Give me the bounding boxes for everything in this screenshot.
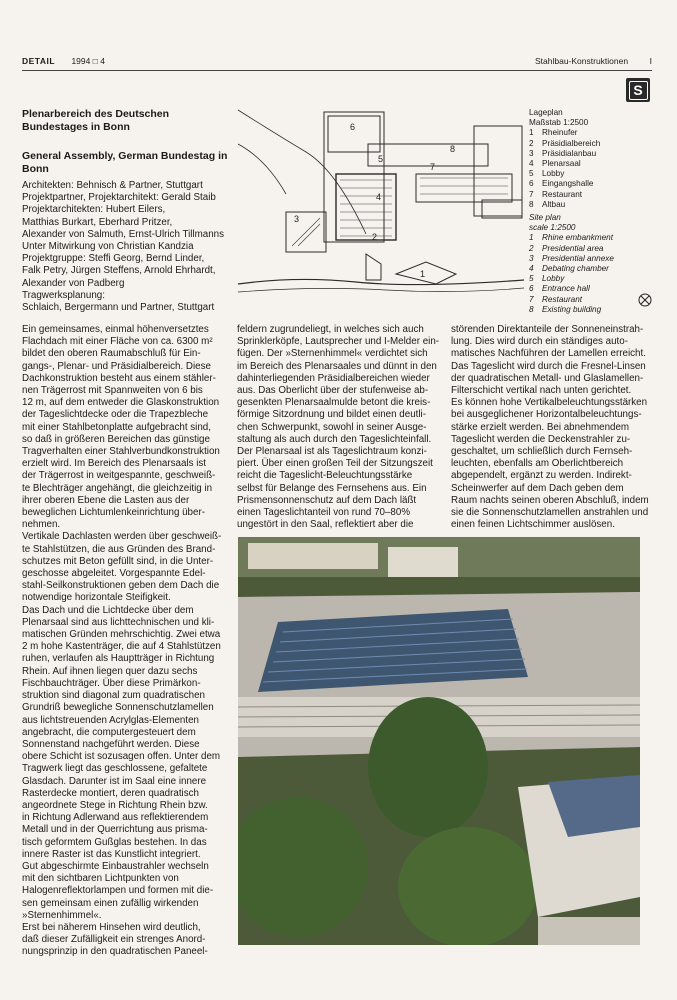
text-line: nehmen. xyxy=(22,519,61,531)
text-line: nen Trägerrost mit Spannweiten von 6 bis xyxy=(22,385,203,397)
text-line: ungestört in den Saal, reflektiert aber die xyxy=(237,519,414,531)
text-line: ihrer oberen Ebene die Lasten aus der xyxy=(22,494,190,506)
text-line: reicht die Tageslicht-Beleuchtungsstärke xyxy=(237,470,413,482)
text-line: erzielt wird. Im Bereich des Plenarsaals ist xyxy=(22,458,207,470)
text-line: in Richtung Adlerwand aus reflektierendem xyxy=(22,812,209,824)
text-line: angebracht, die computergesteuert dem xyxy=(22,726,196,738)
legend-item xyxy=(529,274,647,284)
legend-text: Restaurant xyxy=(542,294,583,304)
text-line: bildet den oberen Raumabschluß für Ein- xyxy=(22,348,201,360)
text-line: staltung als auch durch den Tageslichteinfall. xyxy=(237,433,432,445)
legend-item xyxy=(529,179,647,189)
legend-item xyxy=(529,233,647,243)
text-line: matischen Gründen mehrschichtig. Zwei etwa xyxy=(22,629,221,641)
text-line: einen Tageslichtanteil von rund 70–80% xyxy=(237,507,411,519)
text-line: tisch geformtem Gußglas bestehen. In das xyxy=(22,836,207,848)
legend-title-en: Site plan xyxy=(529,213,561,223)
credits-block xyxy=(22,180,234,314)
section-badge xyxy=(626,78,650,102)
text-line: gangs-, Plenar- und Präsidialbereich. Diese xyxy=(22,360,211,372)
text-line: mit einer Stahlbetonplatte aufgebracht sind, xyxy=(22,421,211,433)
legend-text: Präsidialbereich xyxy=(542,138,601,148)
legend-number: 7 xyxy=(529,294,534,304)
legend-item xyxy=(529,295,647,305)
text-line: daß dieser Zufälligkeit ein strenges Anord- xyxy=(22,934,206,946)
text-line: te Stahlstützen, die aus Gründen des Brand- xyxy=(22,543,216,555)
text-line: der quadratischen Metall- und Glaslamellen- xyxy=(451,372,644,384)
credit-line: Alexander von Padberg xyxy=(22,277,125,289)
legend-item xyxy=(529,139,647,149)
text-line: Metall und in der Querrichtung aus prisma- xyxy=(22,824,208,836)
plan-label-8: 8 xyxy=(450,144,456,154)
legend-number: 4 xyxy=(529,159,534,169)
credit-line: Unter Mitwirkung von Christian Kandzia xyxy=(22,241,194,253)
legend-number: 2 xyxy=(529,138,534,148)
legend-text: Presidential area xyxy=(542,243,604,253)
legend-text: Rheinufer xyxy=(542,128,578,138)
legend-item xyxy=(529,128,647,138)
text-line: Glasdach. Darunter ist im Saal eine innere xyxy=(22,775,207,787)
legend-number: 8 xyxy=(529,304,534,314)
text-line: ruhen, verlaufen als Hauptträger in Richtung xyxy=(22,653,215,665)
text-line: notwendige horizontale Steifigkeit. xyxy=(22,592,171,604)
legend-item xyxy=(529,190,647,200)
text-line: Prismensonnenschutz auf dem Dach läßt xyxy=(237,494,417,506)
legend-scale-en: scale 1:2500 xyxy=(529,223,576,233)
legend-number: 4 xyxy=(529,264,534,274)
text-column-1 xyxy=(22,324,234,959)
text-line: störenden Direktanteile der Sonneneinstrah- xyxy=(451,324,644,335)
credit-line: Projektpartner, Projektarchitekt: Gerald Staib xyxy=(22,192,216,204)
credit-line: Tragwerksplanung: xyxy=(22,289,105,301)
legend-text: Restaurant xyxy=(542,189,583,199)
text-line: mit den sichtbaren Lichtpunkten von xyxy=(22,873,179,885)
legend-item xyxy=(529,264,647,274)
text-line: stärke erzielt werden. Bei abnehmendem xyxy=(451,421,630,433)
legend-item xyxy=(529,254,647,264)
text-line: einen feinen Lichtschimmer auslösen. xyxy=(451,519,615,531)
section-title: Stahlbau-Konstruktionen xyxy=(535,56,629,66)
legend-number: 5 xyxy=(529,169,534,179)
text-line: der Tageslichtdecke oder die Trapezbleche xyxy=(22,409,209,421)
text-line: im Bereich des Plenarsaales und dünnt in den xyxy=(237,360,437,372)
text-line: 2 m hohe Kastenträger, die auf 4 Stahlstützen xyxy=(22,641,221,653)
section-badge-letter: S xyxy=(629,81,648,100)
credit-line: Projektarchitekten: Hubert Eilers, xyxy=(22,204,166,216)
header-rule xyxy=(22,70,652,71)
text-line: Ein gemeinsames, einmal höhenversetztes xyxy=(22,324,209,335)
legend-scale-de: Maßstab 1:2500 xyxy=(529,118,589,128)
text-line: stahl-Seilkonstruktionen geben dem Dach die xyxy=(22,580,220,592)
text-line: Tageslicht werden die Deckenstrahler zu- xyxy=(451,433,631,445)
legend-text: Rhine embankment xyxy=(542,233,613,243)
credit-line: Schlaich, Bergermann und Partner, Stuttgart xyxy=(22,302,215,314)
credit-line: Architekten: Behnisch & Partner, Stuttgart xyxy=(22,180,203,191)
plan-label-6: 6 xyxy=(350,122,356,132)
issue-number: 1994 □ 4 xyxy=(71,56,105,66)
text-line: selbst für Belange des Fernsehens aus. Ein xyxy=(237,482,427,494)
text-line: Der Plenarsaal ist als Tageslichtraum konzi- xyxy=(237,446,427,458)
text-line: gesenkten Plenarsaalmulde betont die kreis- xyxy=(237,397,431,409)
legend-text: Entrance hall xyxy=(542,284,590,294)
legend-number: 2 xyxy=(529,243,534,253)
text-line: Flachdach mit einer Fläche von ca. 6300 m² xyxy=(22,336,213,348)
legend-number: 1 xyxy=(529,233,534,243)
page-header xyxy=(22,56,652,70)
text-line: Dachkonstruktion besteht aus einem stähler- xyxy=(22,372,216,384)
text-line: Grundriß bewegliche Sonnenschutzlamellen xyxy=(22,702,214,714)
text-line: feldern zugrundeliegt, in welches sich auch xyxy=(237,324,424,335)
legend-number: 3 xyxy=(529,253,534,263)
text-line: innere Raster ist das Kunstlicht integriert. xyxy=(22,848,201,860)
legend-number: 1 xyxy=(529,128,534,138)
legend-text: Lobby xyxy=(542,169,565,179)
legend-text: Debating chamber xyxy=(542,264,609,274)
text-line: fügen. Der »Sternenhimmel« verdichtet sich xyxy=(237,348,428,360)
legend-number: 8 xyxy=(529,199,534,209)
text-line: struktion sind diagonal zum quadratischen xyxy=(22,690,205,702)
text-line: abgependelt, ergänzt zu werden. Indirekt- xyxy=(451,470,632,482)
legend-text: Eingangshalle xyxy=(542,179,594,189)
text-line: matisches Nachführen der Lamellen erreicht. xyxy=(451,348,646,360)
text-line: lung. Dies wird durch ein ständiges auto- xyxy=(451,336,628,348)
plan-label-3: 3 xyxy=(294,214,300,224)
legend-text: Presidential annexe xyxy=(542,253,614,263)
plan-label-4: 4 xyxy=(376,192,382,202)
text-line: geschosse abgeleitet. Vorgespannte Edel- xyxy=(22,568,206,580)
text-line: Vertikale Dachlasten werden über geschweiß- xyxy=(22,531,222,543)
text-line: bei ausgeglichener Horizontalbeleuchtungs- xyxy=(451,409,642,421)
plan-label-2: 2 xyxy=(372,232,378,242)
page-number: I xyxy=(649,56,652,66)
legend-title-de: Lageplan xyxy=(529,108,563,117)
text-line: Tragwerk liegt das geschlossene, gefaltete xyxy=(22,763,208,775)
legend-item xyxy=(529,169,647,179)
text-line: Sonnenstand nachgeführt werden. Diese xyxy=(22,738,200,750)
text-line: sie die Sonnenschutzlamellen anstrahlen und xyxy=(451,507,649,519)
text-line: obere Schicht ist sozusagen offen. Unter dem xyxy=(22,751,221,763)
text-line: Es können hohe Vertikalbeleuchtungsstärken xyxy=(451,397,648,409)
legend-number: 7 xyxy=(529,189,534,199)
credit-line: Projektgruppe: Steffi Georg, Bernd Linder, xyxy=(22,253,205,265)
text-line: chen Schwerpunkt, sowohl in seiner Ausge- xyxy=(237,421,427,433)
legend-text: Existing building xyxy=(542,304,602,314)
text-line: Das Dach und die Lichtdecke über dem xyxy=(22,604,194,616)
text-line: Plenarsaal sind aus lichttechnischen und kli- xyxy=(22,616,215,628)
text-line: Rasterdecke montiert, deren quadratisch xyxy=(22,787,199,799)
text-line: Rhein. Auf ihnen liegen quer dazu sechs xyxy=(22,665,198,677)
text-line: beweglichen Lichtumlenkeinrichtung über- xyxy=(22,507,205,519)
text-line: sen gemeinsam einen zufällig wirkenden xyxy=(22,897,199,909)
text-line: Fischbauchträger. Über diese Primärkon- xyxy=(22,677,201,689)
text-line: »Sternenhimmel«. xyxy=(22,909,102,921)
legend-item xyxy=(529,159,647,169)
legend-item xyxy=(529,305,647,315)
text-line: Filterschicht vertikal nach unten gerichtet. xyxy=(451,385,632,397)
text-line: Gut abgeschirmte Einbaustrahler wechseln xyxy=(22,860,209,872)
text-line: nungsprinzip in den quadratischen Paneel- xyxy=(22,946,208,958)
plan-label-7: 7 xyxy=(430,162,436,172)
title-german: Plenarbereich des Deutschen Bundestages in Bonn xyxy=(22,108,170,133)
site-plan-drawing xyxy=(236,104,526,304)
legend-text: Plenarsaal xyxy=(542,159,581,169)
legend-text: Lobby xyxy=(542,274,565,284)
text-column-3 xyxy=(451,324,656,531)
plan-label-5: 5 xyxy=(378,154,384,164)
text-line: dahinterliegenden Präsidialbereichen wieder xyxy=(237,372,430,384)
north-arrow-icon xyxy=(638,293,652,307)
legend-text: Präsidialanbau xyxy=(542,148,597,158)
text-line: Sprinklerköpfe, Lautsprecher und I-Melder ein- xyxy=(237,336,440,348)
legend-item xyxy=(529,149,647,159)
text-line: aus lichtstreuenden Acrylglas-Elementen xyxy=(22,714,199,726)
legend-text: Altbau xyxy=(542,199,566,209)
text-line: 12 m, auf dem entweder die Glaskonstruktion xyxy=(22,397,220,409)
text-line: Erst bei näherem Hinsehen wird deutlich, xyxy=(22,921,201,933)
text-line: Raum nachts seinen oberen Abschluß, indem xyxy=(451,494,649,506)
text-line: schutzes mit Beton gefüllt sind, in die Unter- xyxy=(22,555,214,567)
credit-line: Matthias Burkart, Eberhard Pritzer, xyxy=(22,216,173,228)
text-line: so daß in größeren Bereichen das günstige xyxy=(22,433,210,445)
credit-line: Alexander von Salmuth, Ernst-Ulrich Tillmanns xyxy=(22,228,225,240)
text-line: Tragverhalten einer Stahlverbundkonstruktion xyxy=(22,446,220,458)
text-line: aus. Das Oberlicht über der stufenweise ab- xyxy=(237,385,429,397)
legend-number: 6 xyxy=(529,284,534,294)
aerial-photo-bundestag xyxy=(238,537,640,945)
text-line: angeordnete Stege in Richtung Rhein bzw. xyxy=(22,799,208,811)
magazine-brand: DETAIL xyxy=(22,56,56,66)
legend-item xyxy=(529,200,647,210)
title-english: General Assembly, German Bundestag in Bonn xyxy=(22,150,228,175)
text-line: leuchten, ebenfalls am Oberlichtbereich xyxy=(451,458,624,470)
text-line: piert. Über einen großen Teil der Sitzungszeit xyxy=(237,458,433,470)
legend-items-de xyxy=(529,128,647,210)
text-line: te Blechträger angehängt, die gleichzeitig in xyxy=(22,482,213,494)
legend-number: 5 xyxy=(529,274,534,284)
text-line: geschaltet, um schließlich durch Fernseh- xyxy=(451,446,633,458)
plan-legend xyxy=(529,108,647,315)
legend-number: 3 xyxy=(529,148,534,158)
legend-number: 6 xyxy=(529,179,534,189)
text-line: der Trägerrost in weitgespannte, geschweiß- xyxy=(22,470,216,482)
text-line: Scheinwerfer auf dem Dach geben dem xyxy=(451,482,624,494)
legend-item xyxy=(529,244,647,254)
text-line: Das Tageslicht wird durch die Fresnel-Linsen xyxy=(451,360,646,372)
legend-item xyxy=(529,284,647,294)
plan-label-1: 1 xyxy=(420,269,426,279)
text-line: Halogenreflektorlampen und formen mit die- xyxy=(22,885,214,897)
text-column-2 xyxy=(237,324,447,531)
legend-items-en xyxy=(529,233,647,315)
credit-line: Falk Petry, Jürgen Steffens, Arnold Ehrhardt, xyxy=(22,265,216,277)
text-line: förmige Sitzordnung und bildet einen deutli- xyxy=(237,409,426,421)
